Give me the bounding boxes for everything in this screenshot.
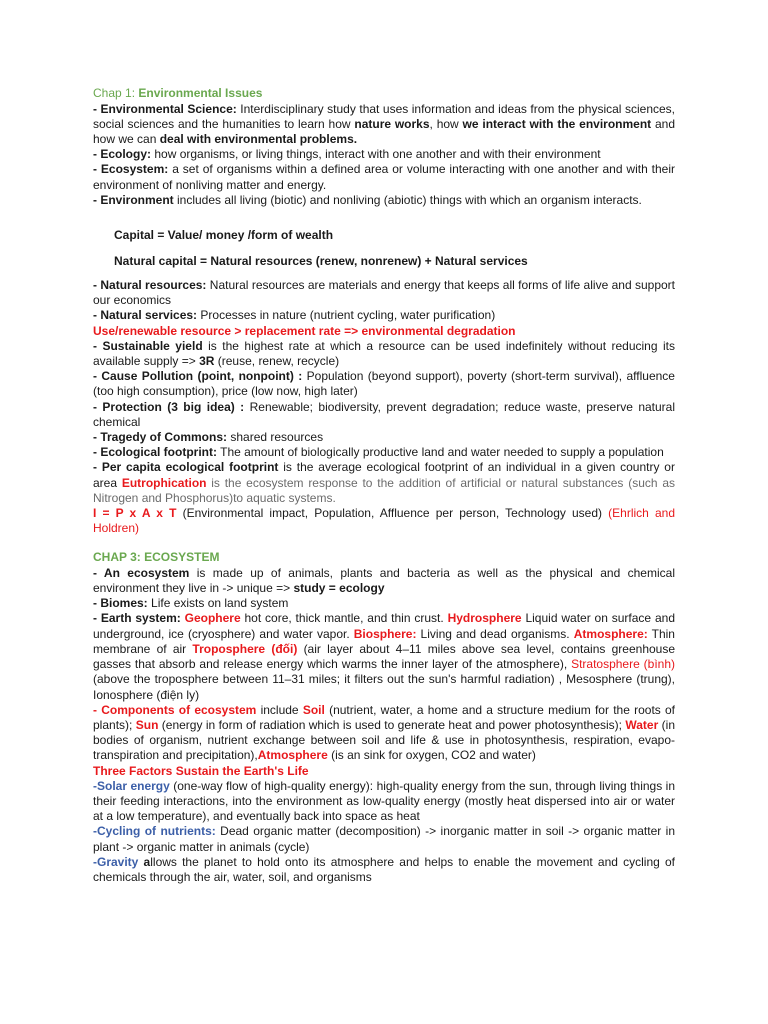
natural-resources-definition: - Natural resources: Natural resources are materials and energy that keeps all forms of life alive and support our economics: [93, 277, 676, 308]
ipat-formula: I = P x A x T (Environmental impact, Population, Affluence per person, Technology used) (Ehrlich and Holdren): [93, 505, 676, 536]
spacer: [93, 536, 675, 550]
chapter-1-heading: Chap 1: Environmental Issues: [93, 86, 263, 100]
capital-formula: Capital = Value/ money /form of wealth: [114, 227, 334, 242]
three-factors-heading: Three Factors Sustain the Earth's Life: [93, 763, 309, 778]
natural-capital-formula: Natural capital = Natural resources (renew, nonrenew) + Natural services: [114, 253, 528, 268]
sustainable-yield-definition: - Sustainable yield is the highest rate at which a resource can be used indefinitely without reducing its available supply => 3R (reuse, renew, recycle): [93, 338, 676, 368]
document-page: [93, 86, 675, 885]
an-ecosystem-definition: - An ecosystem is made up of animals, plants and bacteria as well as the physical and chemical environment they live in -> unique => study = ecology: [93, 565, 675, 596]
cause-pollution-definition: - Cause Pollution (point, nonpoint) : Population (beyond support), poverty (short-term survival), affluence (too high consumption), price (low now, high later): [93, 369, 675, 399]
solar-energy-factor: -Solar energy (one-way flow of high-quality energy): high-quality energy from the sun, through living things in their feeding interactions, into the environment as low-quality energy (mostly heat dispersed into air or water at a low temperature), and eventually back into space as heat: [93, 778, 675, 824]
earth-system-definition: - Earth system: Geophere hot core, thick mantle, and thin crust. Hydrosphere Liquid water on surface and underground, ice (cryosphere) and water vapor. Biosphere: Living and dead organisms. Atmosphere: Thin membrane of air Troposphere (đối) (air layer about 4–11 miles above sea level, contains greenhouse gasses that absorb and release energy which warms the inner layer of the atmosphere), Stratosphere (bình) (above the troposphere between 11–31 miles; it filters out the sun's harmful radiation) , Mesosphere (trung), Ionosphere (điện ly): [93, 611, 676, 702]
chapter-3-heading: CHAP 3: ECOSYSTEM: [93, 550, 220, 565]
protection-definition: - Protection (3 big idea) : Renewable; biodiversity, prevent degradation; reduce waste, preserve natural chemical: [93, 399, 676, 429]
environment-definition: - Environment includes all living (biotic) and nonliving (abiotic) things with which an organism interacts.: [93, 192, 642, 207]
environmental-science-definition: - Environmental Science: Interdisciplinary study that uses information and ideas from the physical sciences, social sciences and the humanities to learn how nature works, how we interact with the environment and how we can deal with environmental problems.: [93, 101, 676, 146]
gravity-factor: -Gravity allows the planet to hold onto its atmosphere and helps to enable the movement and cycling of chemicals through the air, water, soil, and organisms: [93, 854, 675, 884]
per-capita-footprint-definition: - Per capita ecological footprint is the average ecological footprint of an individual in a given country or area Eutrophication is the ecosystem response to the addition of artificial or natural substances (such as Nitrogen and Phosphorus)to aquatic systems.: [93, 460, 676, 505]
ecology-definition: - Ecology: how organisms, or living things, interact with one another and with their environment: [93, 147, 601, 162]
cycling-of-nutrients-factor: -Cycling of nutrients: Dead organic matter (decomposition) -> inorganic matter in soil -> organic matter in plant -> organic matter in animals (cycle): [93, 824, 676, 854]
ecosystem-definition: - Ecosystem: a set of organisms within a defined area or volume interacting with one another and with their environment of nonliving matter and energy.: [93, 162, 675, 192]
biomes-definition: - Biomes: Life exists on land system: [93, 596, 289, 611]
spacer: [93, 208, 675, 222]
use-renewable-rule: Use/renewable resource > replacement rate => environmental degradation: [93, 323, 516, 338]
components-of-ecosystem: - Components of ecosystem include Soil (nutrient, water, a home and a structure medium for the roots of plants); Sun (energy in form of radiation which is used to generate heat and power photosynthesis); Water (in bodies of organism, nutrient exchange between soil and life & use in photosynthesis, respiration, evapo-transpiration and precipitation),Atmosphere (is an sink for oxygen, CO2 and water): [93, 702, 676, 763]
natural-services-definition: - Natural services: Processes in nature (nutrient cycling, water purification): [93, 308, 496, 323]
ecological-footprint-definition: - Ecological footprint: The amount of biologically productive land and water needed to supply a population: [93, 445, 664, 460]
tragedy-of-commons-definition: - Tragedy of Commons: shared resources: [93, 429, 324, 444]
